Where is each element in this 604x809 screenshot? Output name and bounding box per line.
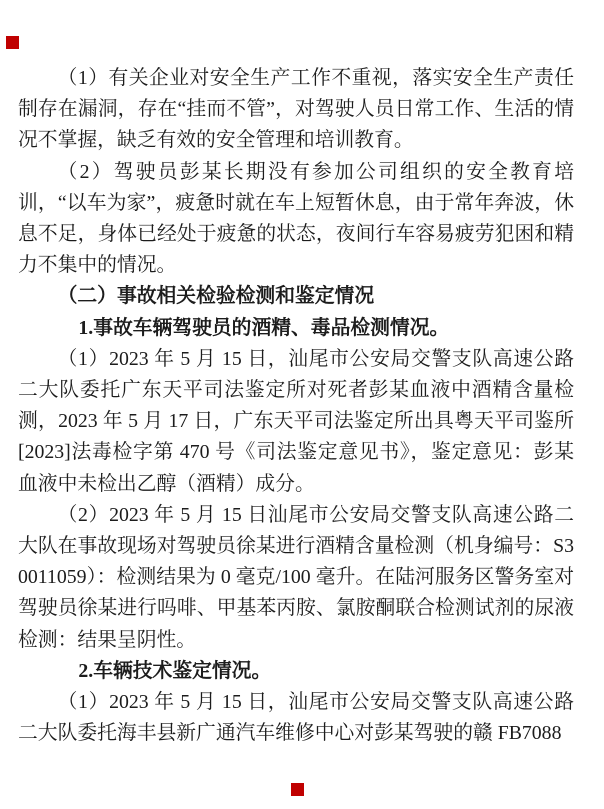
subsection-heading-vehicle-appraisal: 2.车辆技术鉴定情况。 [78, 659, 272, 682]
document-body [18, 63, 574, 749]
paragraph-blood-alcohol-test: （1）2023 年 5 月 15 日，汕尾市公安局交警支队高速公路二大队委托广东天平司法鉴定所对死者彭某血液中酒精含量检测，2023 年 5 月 17 日，广东天平司法鉴定所出具粤天平司鉴所[2023]法毒检字第 470 号《司法鉴定意见书》，鉴定意见：彭某血液中未检出乙醇（酒精）成分。 [18, 347, 574, 495]
subsection-heading-alcohol-drug-test: 1.事故车辆驾驶员的酒精、毒品检测情况。 [78, 316, 450, 339]
red-marker-top-left [6, 36, 19, 49]
paragraph-vehicle-inspection: （1）2023 年 5 月 15 日，汕尾市公安局交警支队高速公路二大队委托海丰县新广通汽车维修中心对彭某驾驶的赣 FB7088 [18, 691, 574, 745]
paragraph-safety-responsibility: （1）有关企业对安全生产工作不重视，落实安全生产责任制存在漏洞，存在“挂而不管”，对驾驶人员日常工作、生活的情况不掌握，缺乏有效的安全管理和培训教育。 [18, 67, 574, 152]
section-heading-inspection: （二）事故相关检验检测和鉴定情况 [57, 285, 375, 308]
paragraph-driver-fatigue: （2）驾驶员彭某长期没有参加公司组织的安全教育培训，“以车为家”，疲惫时就在车上短暂休息，由于常年奔波，休息不足，身体已经处于疲惫的状态，夜间行车容易疲劳犯困和精力不集中的情况。 [18, 160, 574, 277]
red-marker-bottom-center [291, 783, 304, 796]
paragraph-breath-urine-test: （2）2023 年 5 月 15 日汕尾市公安局交警支队高速公路二大队在事故现场对驾驶员徐某进行酒精含量检测（机身编号：S30011059）：检测结果为 0 毫克/100 毫升。在陆河服务区警务室对驾驶员徐某进行吗啡、甲基苯丙胺、氯胺酮联合检测试剂的尿液检测：结果呈阴性。 [18, 503, 574, 651]
